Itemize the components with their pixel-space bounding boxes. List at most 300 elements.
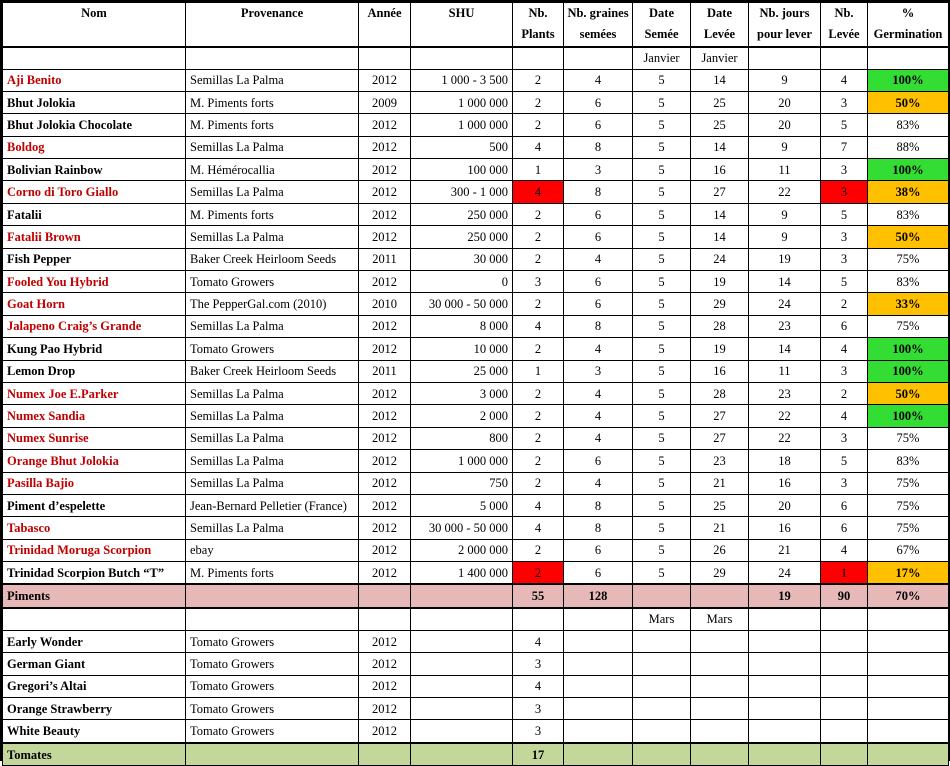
- annee-cell: 2012: [359, 539, 411, 561]
- empty-cell: [564, 698, 633, 720]
- pepper-name: Bolivian Rainbow: [3, 159, 186, 181]
- semee-cell: 5: [633, 539, 691, 561]
- shu-cell: 800: [411, 427, 513, 449]
- germination-cell: 100%: [868, 338, 949, 360]
- provenance-cell: Jean-Bernard Pelletier (France): [186, 494, 359, 516]
- table-row: [3, 494, 949, 516]
- graines-cell: 6: [564, 293, 633, 315]
- table-row: [3, 405, 949, 427]
- annee-cell: 2012: [359, 427, 411, 449]
- annee-cell: 2012: [359, 720, 411, 743]
- empty-cell: [749, 698, 821, 720]
- table-row: [3, 315, 949, 337]
- jours-cell: 20: [749, 114, 821, 136]
- annee-cell: 2012: [359, 405, 411, 427]
- plants-cell: 2: [513, 472, 564, 494]
- graines-cell: 8: [564, 136, 633, 158]
- empty-cell: [411, 675, 513, 697]
- plants-cell: 4: [513, 517, 564, 539]
- shu-cell: 2 000: [411, 405, 513, 427]
- levee-cell: 24: [691, 248, 749, 270]
- jours-cell: 14: [749, 338, 821, 360]
- nblevee-cell: 5: [821, 271, 868, 293]
- semee-cell: 5: [633, 494, 691, 516]
- levee-cell: 19: [691, 271, 749, 293]
- plants-cell: 2: [513, 226, 564, 248]
- empty-cell: [411, 608, 513, 631]
- jours-cell: 14: [749, 271, 821, 293]
- plants-cell: 4: [513, 181, 564, 203]
- shu-cell: 3 000: [411, 382, 513, 404]
- empty-cell: [359, 608, 411, 631]
- germination-cell: 100%: [868, 69, 949, 91]
- nblevee-cell: 5: [821, 450, 868, 472]
- total-label: Tomates: [3, 743, 186, 766]
- annee-cell: 2012: [359, 653, 411, 675]
- graines-cell: 6: [564, 271, 633, 293]
- plants-cell: 2: [513, 248, 564, 270]
- graines-cell: 4: [564, 405, 633, 427]
- empty-cell: [564, 743, 633, 766]
- provenance-cell: Semillas La Palma: [186, 69, 359, 91]
- levee-cell: 14: [691, 226, 749, 248]
- shu-cell: 100 000: [411, 159, 513, 181]
- graines-cell: 8: [564, 517, 633, 539]
- nblevee-cell: 3: [821, 181, 868, 203]
- nblevee-cell: 6: [821, 517, 868, 539]
- pepper-name: Numex Joe E.Parker: [3, 382, 186, 404]
- empty-cell: [749, 608, 821, 631]
- empty-cell: [633, 743, 691, 766]
- table-row: [3, 248, 949, 270]
- piments-total-row: [3, 584, 949, 607]
- levee-cell: 25: [691, 494, 749, 516]
- plants-cell: 3: [513, 720, 564, 743]
- nblevee-cell: 6: [821, 494, 868, 516]
- nblevee-cell: 2: [821, 293, 868, 315]
- table-row: [3, 698, 949, 720]
- annee-cell: 2012: [359, 698, 411, 720]
- nblevee-cell: 7: [821, 136, 868, 158]
- provenance-cell: Tomato Growers: [186, 653, 359, 675]
- empty-cell: [633, 698, 691, 720]
- empty-cell: [868, 698, 949, 720]
- empty-cell: [633, 584, 691, 607]
- semee-cell: 5: [633, 517, 691, 539]
- table-row: [3, 630, 949, 652]
- shu-cell: 250 000: [411, 226, 513, 248]
- table-row: [3, 427, 949, 449]
- total-plants: 55: [513, 584, 564, 607]
- jours-cell: 19: [749, 248, 821, 270]
- table-row: [3, 675, 949, 697]
- pepper-name: Numex Sandia: [3, 405, 186, 427]
- shu-cell: 1 000 000: [411, 450, 513, 472]
- semee-cell: 5: [633, 159, 691, 181]
- provenance-cell: Semillas La Palma: [186, 382, 359, 404]
- levee-cell: 29: [691, 293, 749, 315]
- semee-cell: 5: [633, 315, 691, 337]
- provenance-cell: Tomato Growers: [186, 720, 359, 743]
- shu-cell: 1 400 000: [411, 562, 513, 585]
- levee-cell: 14: [691, 203, 749, 225]
- jours-cell: 22: [749, 405, 821, 427]
- empty-cell: [564, 608, 633, 631]
- pepper-name: Corno di Toro Giallo: [3, 181, 186, 203]
- levee-cell: 14: [691, 69, 749, 91]
- provenance-cell: Baker Creek Heirloom Seeds: [186, 248, 359, 270]
- nblevee-cell: 3: [821, 360, 868, 382]
- pepper-name: Boldog: [3, 136, 186, 158]
- empty-cell: [749, 675, 821, 697]
- table-row: [3, 136, 949, 158]
- plants-cell: 3: [513, 653, 564, 675]
- shu-cell: 2 000 000: [411, 539, 513, 561]
- nblevee-cell: 3: [821, 159, 868, 181]
- graines-cell: 8: [564, 315, 633, 337]
- table-row: [3, 382, 949, 404]
- empty-cell: [564, 653, 633, 675]
- nblevee-cell: 4: [821, 405, 868, 427]
- header-row: [3, 3, 949, 47]
- empty-cell: [821, 743, 868, 766]
- pepper-name: Piment d’espelette: [3, 494, 186, 516]
- provenance-cell: Semillas La Palma: [186, 405, 359, 427]
- graines-cell: 3: [564, 360, 633, 382]
- nblevee-cell: 2: [821, 382, 868, 404]
- jours-cell: 23: [749, 382, 821, 404]
- shu-cell: 1 000 000: [411, 91, 513, 113]
- jours-cell: 24: [749, 293, 821, 315]
- graines-cell: 3: [564, 159, 633, 181]
- shu-cell: 250 000: [411, 203, 513, 225]
- germination-cell: 17%: [868, 562, 949, 585]
- empty-cell: [749, 743, 821, 766]
- table-row: [3, 539, 949, 561]
- empty-cell: [749, 720, 821, 743]
- provenance-cell: Semillas La Palma: [186, 427, 359, 449]
- levee-cell: 29: [691, 562, 749, 585]
- nblevee-cell: 1: [821, 562, 868, 585]
- plants-cell: 4: [513, 315, 564, 337]
- empty-cell: [868, 743, 949, 766]
- graines-cell: 4: [564, 382, 633, 404]
- annee-cell: 2012: [359, 271, 411, 293]
- pepper-name: Jalapeno Craig’s Grande: [3, 315, 186, 337]
- empty-cell: [868, 608, 949, 631]
- plants-cell: 2: [513, 203, 564, 225]
- empty-cell: [821, 698, 868, 720]
- col-header-plants: Nb. Plants: [513, 3, 564, 47]
- jours-cell: 23: [749, 315, 821, 337]
- empty-cell: [633, 653, 691, 675]
- annee-cell: 2012: [359, 203, 411, 225]
- tomato-name: White Beauty: [3, 720, 186, 743]
- provenance-cell: Tomato Growers: [186, 630, 359, 652]
- graines-cell: 6: [564, 203, 633, 225]
- table-row: [3, 360, 949, 382]
- empty-cell: [868, 675, 949, 697]
- germination-cell: 75%: [868, 494, 949, 516]
- nblevee-cell: 4: [821, 539, 868, 561]
- graines-cell: 8: [564, 494, 633, 516]
- empty-cell: [411, 584, 513, 607]
- annee-cell: 2012: [359, 472, 411, 494]
- total-nblevee: 90: [821, 584, 868, 607]
- col-header-semee: Date Semée: [633, 3, 691, 47]
- pepper-name: Bhut Jolokia: [3, 91, 186, 113]
- pepper-name: Trinidad Scorpion Butch “T”: [3, 562, 186, 585]
- annee-cell: 2012: [359, 159, 411, 181]
- nblevee-cell: 4: [821, 69, 868, 91]
- empty-cell: [564, 720, 633, 743]
- provenance-cell: M. Hémérocallia: [186, 159, 359, 181]
- provenance-cell: M. Piments forts: [186, 114, 359, 136]
- germination-cell: 75%: [868, 427, 949, 449]
- empty-cell: [868, 720, 949, 743]
- levee-cell: 25: [691, 114, 749, 136]
- pepper-name: Lemon Drop: [3, 360, 186, 382]
- levee-cell: 19: [691, 338, 749, 360]
- graines-cell: 4: [564, 69, 633, 91]
- nblevee-cell: 3: [821, 427, 868, 449]
- tomato-name: Gregori’s Altai: [3, 675, 186, 697]
- graines-cell: 6: [564, 91, 633, 113]
- plants-cell: 4: [513, 136, 564, 158]
- plants-cell: 4: [513, 675, 564, 697]
- pepper-name: Fooled You Hybrid: [3, 271, 186, 293]
- levee-cell: 27: [691, 181, 749, 203]
- semee-cell: 5: [633, 271, 691, 293]
- annee-cell: 2012: [359, 630, 411, 652]
- pepper-name: Numex Sunrise: [3, 427, 186, 449]
- semee-cell: 5: [633, 136, 691, 158]
- empty-cell: [821, 653, 868, 675]
- levee-cell: 27: [691, 427, 749, 449]
- jours-cell: 24: [749, 562, 821, 585]
- jours-cell: 11: [749, 360, 821, 382]
- pepper-name: Aji Benito: [3, 69, 186, 91]
- levee-cell: 23: [691, 450, 749, 472]
- germination-cell: 38%: [868, 181, 949, 203]
- pepper-name: Pasilla Bajio: [3, 472, 186, 494]
- annee-cell: 2012: [359, 226, 411, 248]
- shu-cell: 1 000 000: [411, 114, 513, 136]
- semee-cell: 5: [633, 69, 691, 91]
- plants-cell: 2: [513, 405, 564, 427]
- empty-cell: [513, 608, 564, 631]
- jours-cell: 9: [749, 136, 821, 158]
- total-label: Piments: [3, 584, 186, 607]
- provenance-cell: M. Piments forts: [186, 203, 359, 225]
- tomates-total-row: [3, 743, 949, 766]
- plants-cell: 2: [513, 562, 564, 585]
- annee-cell: 2012: [359, 136, 411, 158]
- col-header-annee: Année: [359, 3, 411, 47]
- empty-cell: [186, 584, 359, 607]
- levee-cell: 26: [691, 539, 749, 561]
- provenance-cell: The PepperGal.com (2010): [186, 293, 359, 315]
- provenance-cell: Semillas La Palma: [186, 181, 359, 203]
- empty-cell: [633, 720, 691, 743]
- graines-cell: 8: [564, 181, 633, 203]
- col-header-germination: % Germination: [868, 3, 949, 47]
- table-row: [3, 562, 949, 585]
- annee-cell: 2010: [359, 293, 411, 315]
- col-header-levee: Date Levée: [691, 3, 749, 47]
- plants-cell: 2: [513, 338, 564, 360]
- annee-cell: 2009: [359, 91, 411, 113]
- jours-cell: 16: [749, 472, 821, 494]
- empty-cell: [691, 630, 749, 652]
- jours-cell: 9: [749, 203, 821, 225]
- levee-cell: 28: [691, 315, 749, 337]
- annee-cell: 2011: [359, 360, 411, 382]
- month-semee: Janvier: [633, 47, 691, 70]
- table-row: [3, 91, 949, 113]
- tomato-name: German Giant: [3, 653, 186, 675]
- jours-cell: 9: [749, 226, 821, 248]
- plants-cell: 4: [513, 494, 564, 516]
- germination-cell: 75%: [868, 517, 949, 539]
- annee-cell: 2011: [359, 248, 411, 270]
- tomato-name: Orange Strawberry: [3, 698, 186, 720]
- shu-cell: 30 000: [411, 248, 513, 270]
- empty-cell: [691, 743, 749, 766]
- semee-cell: 5: [633, 248, 691, 270]
- plants-cell: 1: [513, 360, 564, 382]
- table-row: [3, 226, 949, 248]
- provenance-cell: Semillas La Palma: [186, 517, 359, 539]
- shu-cell: 1 000 - 3 500: [411, 69, 513, 91]
- provenance-cell: Semillas La Palma: [186, 450, 359, 472]
- empty-cell: [868, 630, 949, 652]
- jours-cell: 9: [749, 69, 821, 91]
- semee-cell: 5: [633, 91, 691, 113]
- table-row: [3, 159, 949, 181]
- germination-cell: 83%: [868, 203, 949, 225]
- germination-cell: 88%: [868, 136, 949, 158]
- total-jours: 19: [749, 584, 821, 607]
- graines-cell: 4: [564, 472, 633, 494]
- empty-cell: [821, 630, 868, 652]
- table-row: [3, 517, 949, 539]
- empty-cell: [564, 630, 633, 652]
- annee-cell: 2012: [359, 494, 411, 516]
- plants-cell: 3: [513, 271, 564, 293]
- empty-cell: [564, 675, 633, 697]
- semee-cell: 5: [633, 114, 691, 136]
- graines-cell: 4: [564, 248, 633, 270]
- provenance-cell: Semillas La Palma: [186, 226, 359, 248]
- plants-cell: 2: [513, 382, 564, 404]
- annee-cell: 2012: [359, 315, 411, 337]
- plants-cell: 2: [513, 91, 564, 113]
- semee-cell: 5: [633, 203, 691, 225]
- nblevee-cell: 3: [821, 91, 868, 113]
- provenance-cell: Semillas La Palma: [186, 136, 359, 158]
- shu-cell: 30 000 - 50 000: [411, 517, 513, 539]
- col-header-provenance: Provenance: [186, 3, 359, 47]
- empty-cell: [691, 720, 749, 743]
- annee-cell: 2012: [359, 69, 411, 91]
- plants-cell: 2: [513, 114, 564, 136]
- empty-cell: [821, 675, 868, 697]
- empty-cell: [821, 608, 868, 631]
- shu-cell: 0: [411, 271, 513, 293]
- jours-cell: 22: [749, 427, 821, 449]
- tomato-name: Early Wonder: [3, 630, 186, 652]
- levee-cell: 16: [691, 360, 749, 382]
- germination-cell: 100%: [868, 405, 949, 427]
- table-row: [3, 181, 949, 203]
- provenance-cell: Semillas La Palma: [186, 472, 359, 494]
- plants-cell: 1: [513, 159, 564, 181]
- germination-cell: 100%: [868, 159, 949, 181]
- jours-cell: 11: [749, 159, 821, 181]
- empty-cell: [821, 720, 868, 743]
- nblevee-cell: 3: [821, 226, 868, 248]
- semee-cell: 5: [633, 226, 691, 248]
- graines-cell: 4: [564, 338, 633, 360]
- empty-cell: [691, 675, 749, 697]
- germination-cell: 75%: [868, 315, 949, 337]
- shu-cell: 300 - 1 000: [411, 181, 513, 203]
- nblevee-cell: 3: [821, 472, 868, 494]
- empty-cell: [359, 743, 411, 766]
- germination-cell: 75%: [868, 248, 949, 270]
- provenance-cell: ebay: [186, 539, 359, 561]
- semee-cell: 5: [633, 360, 691, 382]
- nblevee-cell: 5: [821, 203, 868, 225]
- month-semee: Mars: [633, 608, 691, 631]
- graines-cell: 6: [564, 114, 633, 136]
- germination-cell: 50%: [868, 226, 949, 248]
- pepper-name: Fatalii: [3, 203, 186, 225]
- total-graines: 128: [564, 584, 633, 607]
- empty-cell: [868, 653, 949, 675]
- pepper-name: Goat Horn: [3, 293, 186, 315]
- provenance-cell: M. Piments forts: [186, 562, 359, 585]
- month-levee: Janvier: [691, 47, 749, 70]
- shu-cell: 500: [411, 136, 513, 158]
- plants-cell: 2: [513, 539, 564, 561]
- shu-cell: 5 000: [411, 494, 513, 516]
- provenance-cell: Tomato Growers: [186, 675, 359, 697]
- table-row: [3, 720, 949, 743]
- pepper-name: Kung Pao Hybrid: [3, 338, 186, 360]
- semee-cell: 5: [633, 472, 691, 494]
- annee-cell: 2012: [359, 450, 411, 472]
- provenance-cell: Tomato Growers: [186, 338, 359, 360]
- semee-cell: 5: [633, 338, 691, 360]
- nblevee-cell: 5: [821, 114, 868, 136]
- table-row: [3, 271, 949, 293]
- germination-cell: 50%: [868, 91, 949, 113]
- month-row-janvier: [3, 47, 949, 70]
- empty-cell: [411, 653, 513, 675]
- annee-cell: 2012: [359, 114, 411, 136]
- levee-cell: 27: [691, 405, 749, 427]
- plants-cell: 2: [513, 450, 564, 472]
- graines-cell: 6: [564, 450, 633, 472]
- empty-cell: [749, 630, 821, 652]
- germination-cell: 75%: [868, 472, 949, 494]
- levee-cell: 14: [691, 136, 749, 158]
- jours-cell: 22: [749, 181, 821, 203]
- empty-cell: [633, 630, 691, 652]
- pepper-name: Fish Pepper: [3, 248, 186, 270]
